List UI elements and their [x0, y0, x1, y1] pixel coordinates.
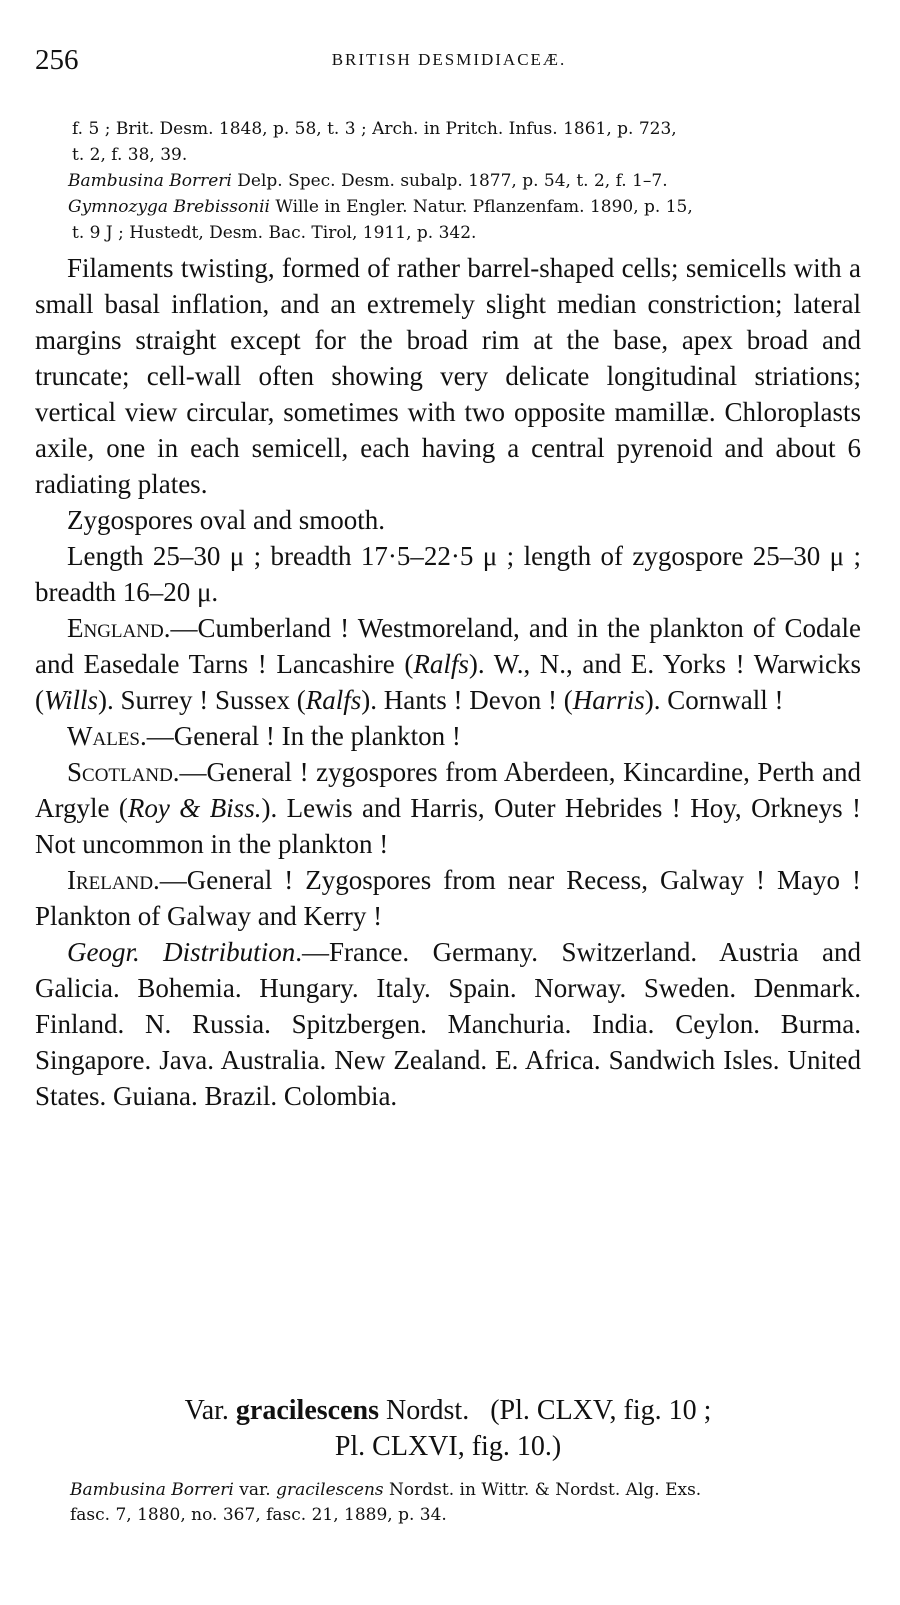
england-paragraph: England.—Cumberland ! Westmoreland, and in the plankton of Codale and Easedale Tarns ! Lancashire (Ralfs). W., N., and E. Yorks ! Warwicks (Wills). Surrey ! Sussex (Ralfs). Hants ! Devon ! (Harris). Cornwall !	[35, 613, 861, 715]
variety-synonymy-line: Bambusina Borreri var. gracilescens Nordst. in Wittr. & Nordst. Alg. Exs.	[70, 1480, 702, 1500]
page-header	[35, 44, 863, 84]
zygospore-paragraph: Zygospores oval and smooth.	[67, 505, 385, 535]
variety-synonymy-line: fasc. 7, 1880, no. 367, fasc. 21, 1889, p. 34.	[70, 1505, 447, 1525]
synonymy-line: t. 2, f. 38, 39.	[72, 145, 188, 165]
synonymy-line: f. 5 ; Brit. Desm. 1848, p. 58, t. 3 ; Arch. in Pritch. Infus. 1861, p. 723,	[72, 119, 677, 139]
description-paragraph: Filaments twisting, formed of rather barrel-shaped cells; semicells with a small basal inflation, and an extremely slight median constriction; lateral margins straight except for the broad rim at the base, apex broad and truncate; cell-wall often showing very delicate longitudinal striations; vertical view circular, sometimes with two opposite mamillæ. Chloroplasts axile, one in each semicell, each having a central pyrenoid and about 6 radiating plates.	[35, 253, 861, 499]
species-description	[35, 250, 861, 1114]
running-title: BRITISH DESMIDIACEÆ.	[331, 50, 567, 69]
wales-paragraph: Wales.—General ! In the plankton !	[67, 721, 461, 751]
synonymy-block	[38, 116, 868, 246]
synonymy-line: Bambusina Borreri Delp. Spec. Desm. subalp. 1877, p. 54, t. 2, f. 1–7.	[68, 171, 668, 191]
page-number: 256	[35, 44, 79, 76]
synonymy-line: t. 9 J ; Hustedt, Desm. Bac. Tirol, 1911, p. 342.	[72, 223, 477, 243]
ireland-paragraph: Ireland.—General ! Zygospores from near Recess, Galway ! Mayo ! Plankton of Galway and Kerry !	[35, 865, 861, 931]
variety-synonymy	[70, 1478, 870, 1528]
variety-heading: Var. gracilescens Nordst. (Pl. CLXV, fig. 10 ; Pl. CLXVI, fig. 10.)	[184, 1395, 712, 1462]
dimensions-paragraph: Length 25–30 μ ; breadth 17·5–22·5 μ ; length of zygospore 25–30 μ ; breadth 16–20 μ.	[35, 541, 861, 607]
synonymy-line: Gymnozyga Brebissonii Wille in Engler. Natur. Pflanzenfam. 1890, p. 15,	[68, 197, 693, 217]
scotland-paragraph: Scotland.—General ! zygospores from Aberdeen, Kincardine, Perth and Argyle (Roy & Biss.). Lewis and Harris, Outer Hebrides ! Hoy, Orkneys ! Not uncommon in the plankton !	[35, 757, 861, 859]
distribution-paragraph: Geogr. Distribution.—France. Germany. Switzerland. Austria and Galicia. Bohemia. Hungary. Italy. Spain. Norway. Sweden. Denmark. Finland. N. Russia. Spitzbergen. Manchuria. India. Ceylon. Burma. Singapore. Java. Australia. New Zealand. E. Africa. Sandwich Isles. United States. Guiana. Brazil. Colombia.	[35, 937, 861, 1111]
